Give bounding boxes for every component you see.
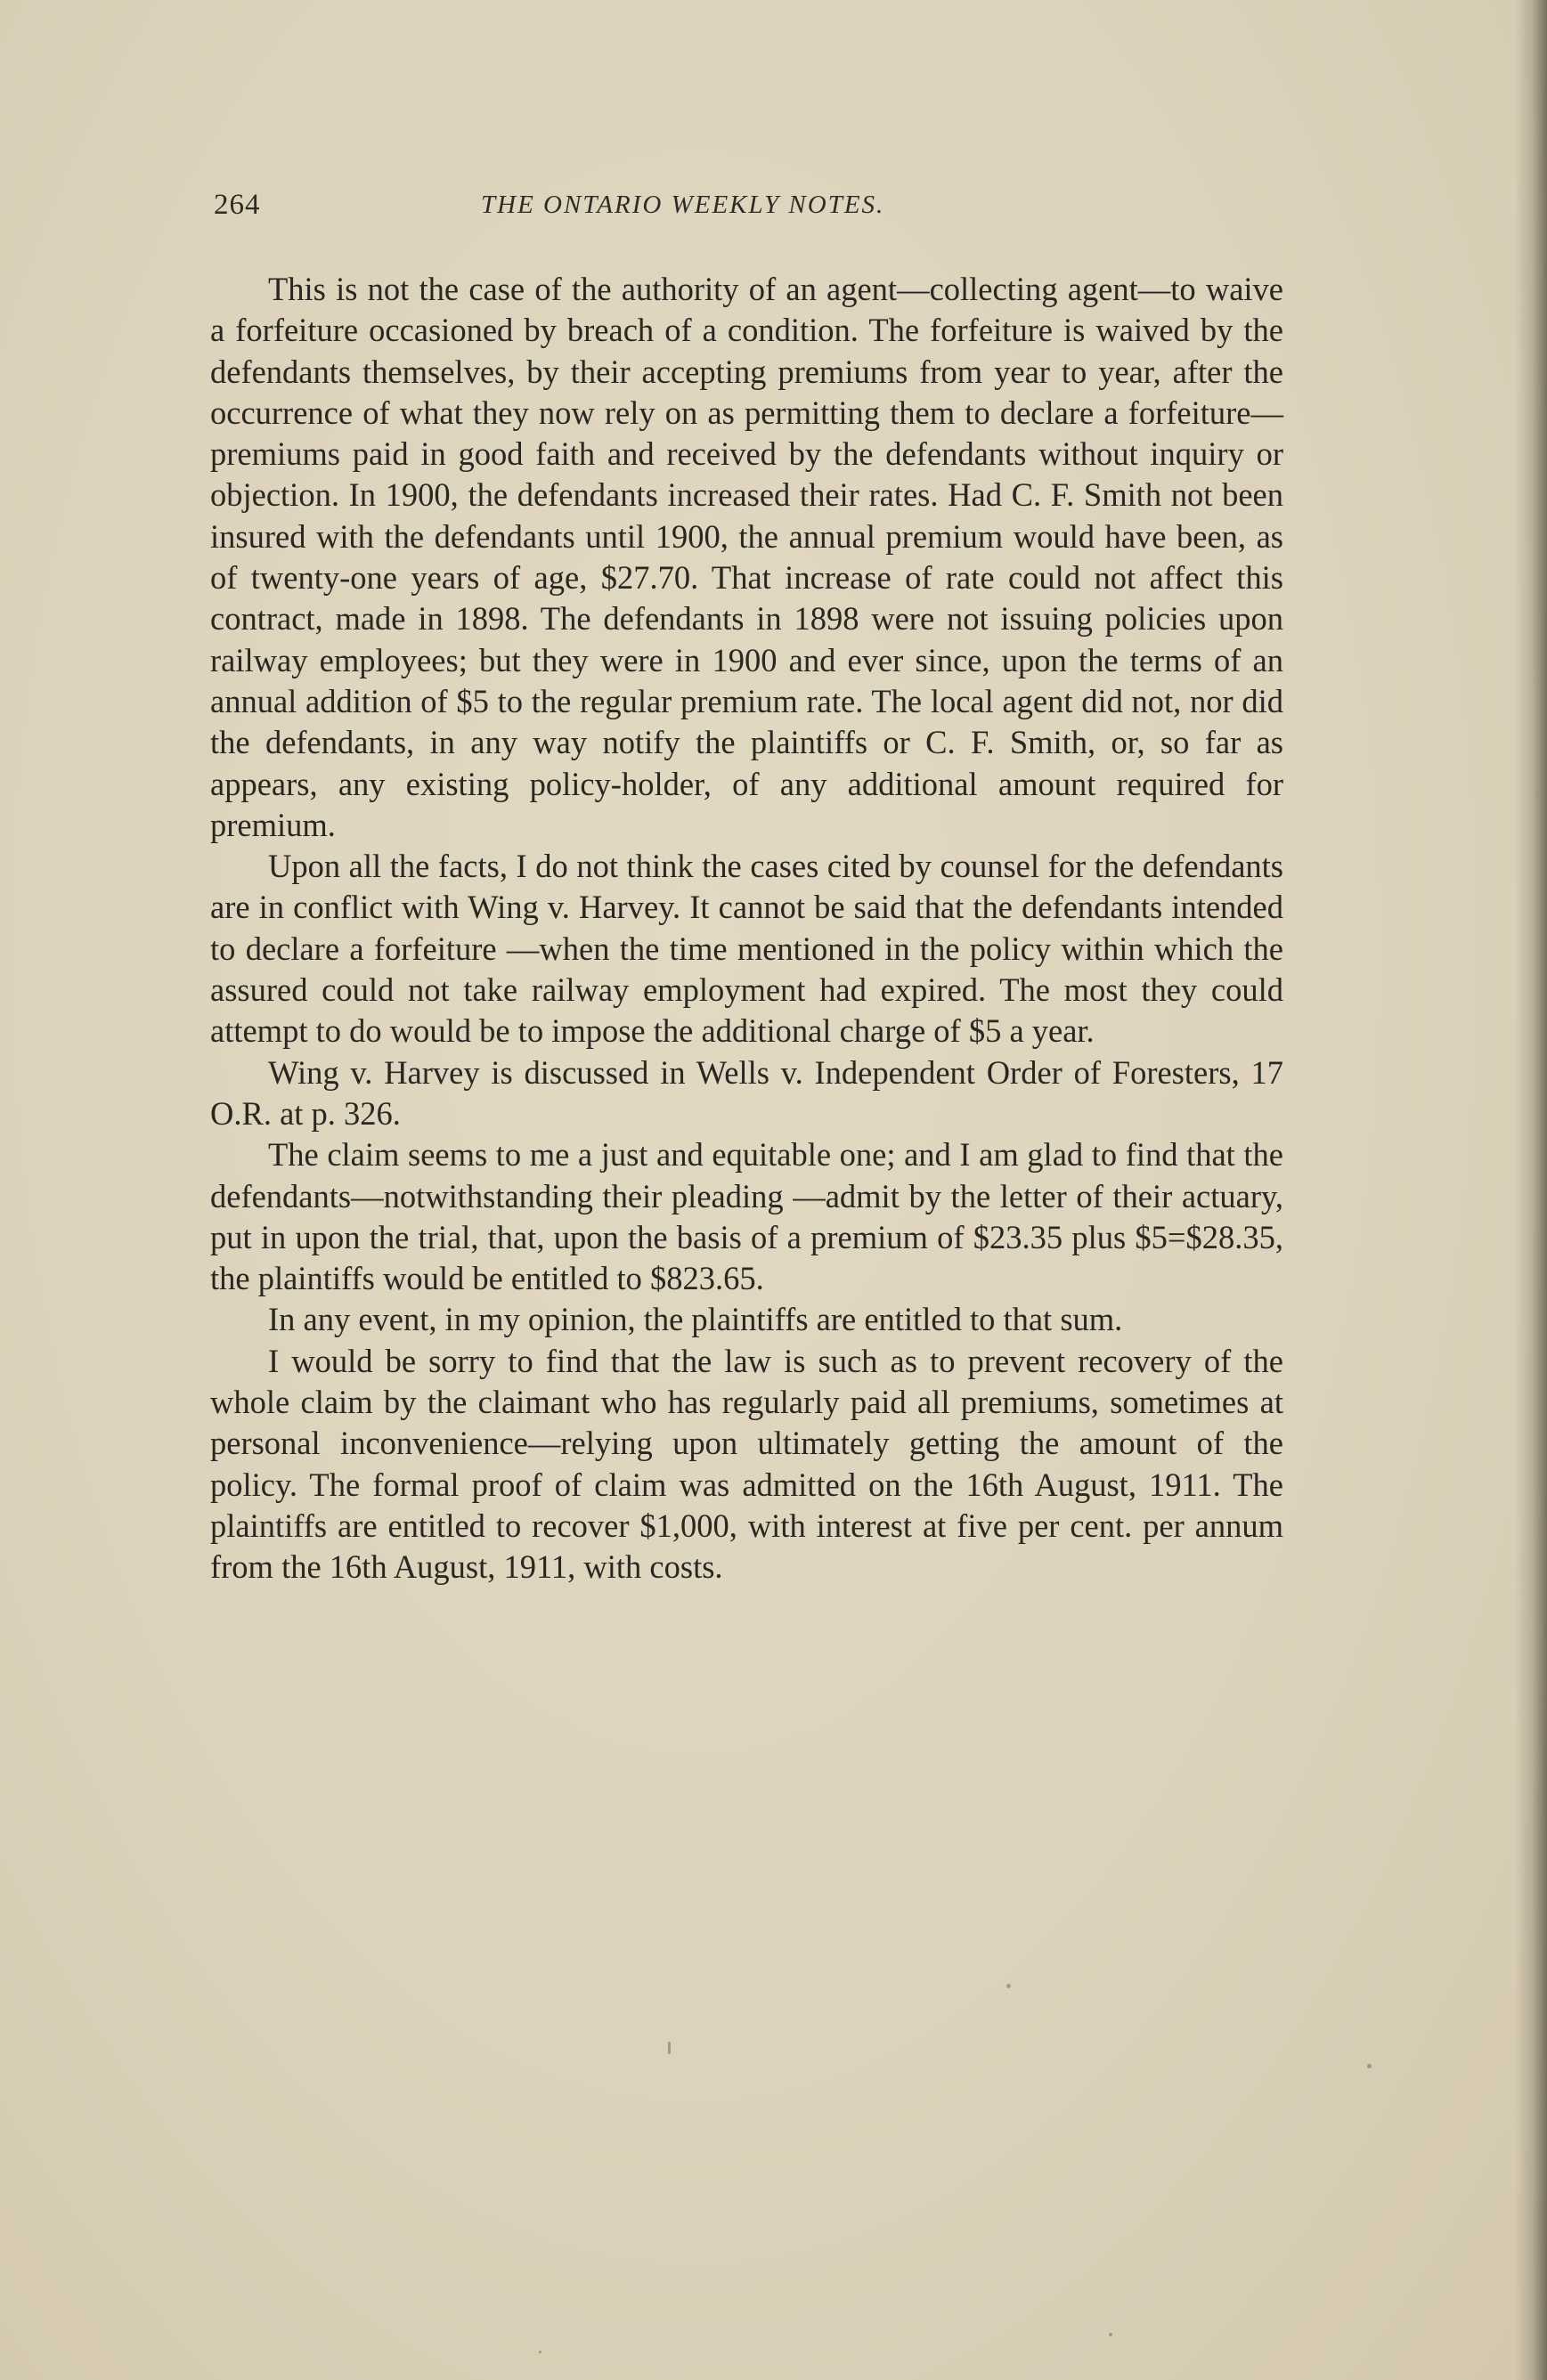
paragraph: This is not the case of the authority of an agent—collecting agent—to waive a forfeiture occasioned by breach of a condition. The forfeiture is waived by the defendants themselves, by their accepting premiums from year to year, after the occurrence of what they now rely on as permitting them to declare a forfeiture—premiums paid in good faith and received by the defendants without inquiry or objection. In 1900, the defendants increased their rates. Had C. F. Smith not been insured with the defendants until 1900, the annual premium would have been, as of twenty-one years of age, $27.70. That increase of rate could not affect this contract, made in 1898. The defendants in 1898 were not issuing policies upon railway employees; but they were in 1900 and ever since, upon the terms of an annual addition of $5 to the regular premium rate. The local agent did not, nor did the defendants, in any way notify the plaintiffs or C. F. Smith, or, so far as appears, any existing policy-holder, of any additional amount required for premium. [210,271,1283,843]
running-title: THE ONTARIO WEEKLY NOTES. [481,191,885,219]
paragraph: Wing v. Harvey is discussed in Wells v. Independent Order of Foresters, 17 O.R. at p. 326. [210,1053,1283,1132]
paper-speck [1006,1984,1011,1988]
page-number: 264 [214,189,261,221]
paragraph: The claim seems to me a just and equitable one; and I am glad to find that the defendants—notwithstanding their pleading —admit by the letter of their actuary, put in upon the trial, that, upon the basis of a premium of $23.35 plus $5=$28.35, the plaintiffs would be entitled to $823.65. [210,1136,1283,1297]
page-binding-edge [1515,0,1547,2380]
paper-speck [1109,2333,1112,2336]
paragraph: Upon all the facts, I do not think the cases cited by counsel for the defendants are in conflict with Wing v. Harvey. It cannot be said that the defendants intended to declare a forfeiture —when the time mentioned in the policy within which the assured could not take railway employment had expired. The most they could attempt to do would be to impose the additional charge of $5 a year. [210,848,1283,1050]
paper-speck [539,2351,541,2353]
paper-speck [668,2042,671,2054]
paper-speck [1367,2064,1372,2068]
paragraph: In any event, in my opinion, the plaintiffs are entitled to that sum. [268,1301,1123,1338]
body-text [210,269,1283,1588]
paragraph: I would be sorry to find that the law is such as to prevent recovery of the whole claim by the claimant who has regularly paid all premiums, sometimes at personal inconvenience—relying upon ultimately getting the amount of the policy. The formal proof of claim was admitted on the 16th August, 1911. The plaintiffs are entitled to recover $1,000, with interest at five per cent. per annum from the 16th August, 1911, with costs. [210,1342,1283,1586]
running-header [214,189,1282,235]
